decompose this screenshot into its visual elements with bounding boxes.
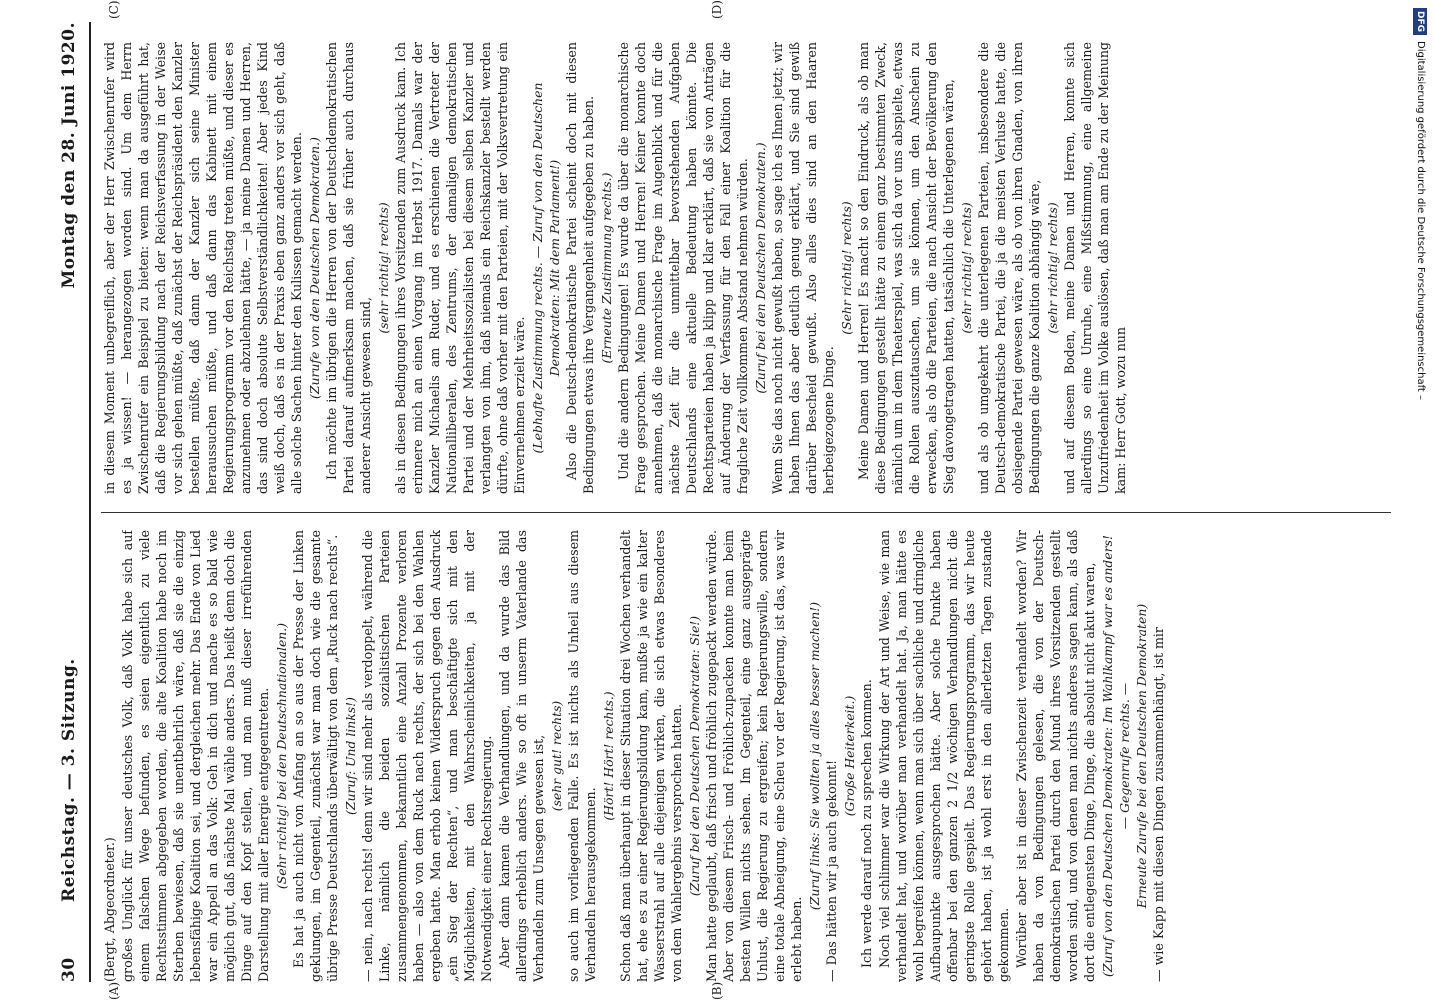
interjection: (Zuruf bei den Deutschen Demokraten: Sie!) <box>687 615 702 897</box>
header-session-title: Reichstag. — 3. Sitzung. <box>59 658 79 902</box>
paragraph: Worüber aber ist in dieser Zwischenzeit verhandelt worden? Wir haben da von Bedingungen gelesen, die von der Deutsch-demokratischen Partei durch den Mund ihres Vorsitzenden gestellt worden sind, und von denen man nichts anderes sagen kann, als daß dort die entlegensten Dinge, Dinge, die absolut nicht akut waren, <box>1014 530 1097 982</box>
interjection: (Sehr richtig! bei den Deutschnationalen.) <box>274 622 289 890</box>
paragraph: Man hatte geglaubt, daß frisch und fröhlich zugepackt werden würde. Aber von diesem Frisch- und Fröhlich-zupacken konnte man beim besten Willen nichts sehen. Im Gegenteil, eine ganz ausgeprägte Unlust, die Regierung zu ergreifen; kein Regierungswille, sondern eine totale Abneigung, eine Scheu vor der Regierung, ist das, was wir erlebt haben. <box>704 530 804 982</box>
interjection: (Zuruf bei den Deutschen Demokraten.) <box>753 142 768 394</box>
paragraph: Ich werde darauf noch zu sprechen kommen. <box>859 679 874 968</box>
paragraph: in diesem Moment unbegreiflich, aber der Herr Zwischenrufer wird es ja wissen! — herangezogen worden sind. Um dem Herrn Zwischenrufer ein Beispiel zu bieten: wenn man da ausgeführt hat, daß die Regierungsbildung nach der Reichsverfassung in der Weise vor sich gehen müßte, daß zunächst der Reichspräsident den Kanzler bestellen müßte, daß dann der Kanzler sich seine Minister heraussuchen müßte, und daß dann das Kabinett mit einem Regierungsprogramm vor den Reichstag treten müßte, und dieser es anzunehmen oder abzulehnen hätte, — ja meine Damen und Herren, das sind doch absolute Selbstverständlichkeiten! Aber jedes Kind weiß doch, daß es in der Praxis eben ganz anders vor sich geht, daß alle solche Sachen hinter den Kulissen gemacht werden. <box>102 42 304 494</box>
right-text-column <box>101 42 1391 494</box>
interjection: (Erneute Zustimmung rechts.) <box>599 172 614 364</box>
paragraph: (Bergt, Abgeordneter.) <box>102 837 117 982</box>
dfg-sidebar-note <box>1412 8 1428 992</box>
header-date: Montag den 28. Juni 1920. <box>59 22 79 289</box>
interjection: (sehr gut! rechts) <box>549 700 564 812</box>
interjection: (sehr richtig! rechts) <box>1045 202 1060 334</box>
page-number: 30 <box>59 957 79 982</box>
paragraph: Noch viel schlimmer war die Wirkung der Art und Weise, wie man verhandelt hat, und worüber man verhandelt hat. Ja, man hätte es wohl begreifen können, wenn man sich über sachliche und dringliche Aufbaupunkte ausgesprochen hätte. Aber solche Punkte haben offenbar bei den ganzen 2 1/2 wöchigen Verhandlungen nicht die geringste Rolle gespielt. Das Regierungsprogramm, das wir heute gehört haben, ist ja wohl erst in den allerletzten Tagen zustande gekommen. <box>877 530 1011 982</box>
paragraph: Es hat ja auch nicht von Anfang an so aus der Presse der Linken geklungen, im Gegenteil, zunächst war man doch wie die gesamte übrige Presse Deutschlands überwältigt von dem „Ruck nach rechts“. <box>291 530 340 982</box>
margin-marker-a: (A) <box>107 981 121 1000</box>
paragraph: Schon daß man überhaupt in dieser Situation drei Wochen verhandelt hat, ehe es zu einer Regierungsbildung kam, mußte ja wie ein kalter Wasserstrahl auf alle diejenigen wirken, die sich etwas Besonderes von dem Wahlergebnis versprochen hatten. <box>618 530 684 982</box>
interjection: (Große Heiterkeit.) <box>842 695 857 817</box>
paragraph: Ich möchte im übrigen die Herren von der Deutschdemokratischen Partei darauf aufmerksam machen, daß sie früher auch durchaus anderer Ansicht gewesen sind, <box>324 42 373 494</box>
interjection: (Zurufe von den Deutschen Demokraten.) <box>307 137 322 399</box>
interjection: (sehr richtig! rechts) <box>959 202 974 334</box>
paragraph: Wenn Sie das noch nicht gewußt haben, so sage ich es Ihnen jetzt; wir haben Ihnen das aber deutlich genug erklärt, und Sie sind gewiß darüber Bescheid gewußt. Also alles dies sind an den Haaren herbeigezogene Dinge. <box>770 42 836 494</box>
interjection: (Zuruf von den Deutschen Demokraten: Im Wahlkampf war es anders! — Gegenrufe rechts. — <box>1100 535 1132 977</box>
document-page <box>55 0 1400 1000</box>
dfg-logo: DFG <box>1413 8 1427 35</box>
interjection: (Lebhafte Zustimmung rechts. — Zuruf von den Deutschen Demokraten: Mit dem Parlament!) <box>530 82 562 454</box>
margin-marker-b: (B) <box>710 981 724 1000</box>
interjection: Erneute Zurufe bei den Deutschen Demokraten) <box>1134 603 1149 909</box>
interjection: (Sehr richtig! rechts) <box>839 201 854 335</box>
page-header <box>55 22 91 982</box>
paragraph: und auf diesem Boden, meine Damen und Herren, konnte sich allerdings so eine Unruhe, eine Mißstimmung, eine allgemeine Unzufriedenheit im Volke auslösen, daß man am Ende zu der Meinung kam: Herr Gott, wozu nun <box>1062 42 1128 494</box>
dfg-credit-text: Digitalisierung gefördert durch die Deutsche Forschungsgemeinschaft – <box>1415 41 1426 401</box>
left-text-column <box>101 530 1391 982</box>
paragraph: — nein, nach rechts! denn wir sind mehr als verdoppelt, während die Linke, nämlich die beiden sozialistischen Parteien zusammengenommen, bekanntlich eine Anzahl Prozente verloren haben — also von dem Ruck nach rechts, der sich bei den Wahlen ergeben hatte. Man erhob keinen Widerspruch gegen den Ausdruck „ein Sieg der Rechten“, und man beschäftigte sich mit den Möglichkeiten, mit den Wahrscheinlichkeiten, ja mit der Notwendigkeit einer Rechtsregierung. <box>360 530 494 982</box>
paragraph: Also die Deutsch-demokratische Partei scheint doch mit diesen Bedingungen etwas ihre Vergangenheit aufgegeben zu haben. <box>564 42 596 494</box>
interjection: (Zuruf: Und links!) <box>343 697 358 815</box>
margin-marker-d: (D) <box>710 0 724 19</box>
paragraph: als in diesen Bedingungen ihres Vorsitzenden zum Ausdruck kam. Ich erinnere mich an einen Vorgang im Herbst 1917. Damals war der Kanzler Michaelis am Ruder, und es erschienen die Vertreter der Nationalliberalen, des Zentrums, der damaligen demokratischen Partei und der Mehrheitssozialisten bei diesem selben Kanzler und verlangten von ihm, daß niemals ein Reichskanzler bestellt werden dürfte, ohne daß vorher mit den Parteien, mit der Volksvertretung ein Einvernehmen erzielt wäre. <box>393 42 527 494</box>
paragraph: und als ob umgekehrt die unterlegenen Parteien, insbesondere die Deutsch-demokratische Partei, die ja die meisten Verluste hatte, die obsiegende Partei gewesen wäre, als ob von ihren Gnaden, von ihren Bedingungen die ganze Koalition abhängig wäre, <box>976 42 1042 494</box>
column-divider <box>101 512 1391 513</box>
paragraph: großes Unglück für unser deutsches Volk, daß Volk habe sich auf einem falschen Wege befunden, es seien eigentlich zu viele Rechtsstimmen abgegeben worden, die alte Koalition habe noch im Sterben bewiesen, daß sie unentbehrlich wäre, daß sie die einzig lebensfähige Koalition sei, und dergleichen mehr. Das Ende von Lied war ein Appell an das Volk: Geh in dich und mache es so bald wie möglich gut, daß nächste Mal wähle anders. Das heißt denn doch die Dinge auf den Kopf stellen, und man muß dieser irreführenden Darstellung mit aller Energie entgegentreten. <box>120 530 271 982</box>
interjection: (Hört! Hört! rechts.) <box>601 691 616 821</box>
paragraph: — wie Kapp mit diesen Dingen zusammenhängt, ist mir <box>1151 627 1166 982</box>
paragraph: Aber dann kamen die Verhandlungen, und da wurde das Bild allerdings erheblich anders. Wie so oft in unserm Vaterlande das Verhandeln zum Unsegen gewesen ist, <box>497 530 546 982</box>
paragraph: Und die andern Bedingungen! Es wurde da über die monarchische Frage gesprochen. Meine Damen und Herren! Keiner konnte doch annehmen, daß die monarchische Frage im Augenblick und für die nächste Zeit für die unmittelbar bevorstehenden Aufgaben Deutschlands eine aktuelle Bedeutung haben könnte. Die Rechtsparteien haben ja klipp und klar erklärt, daß sie von Anträgen auf Änderung der Verfassung für den Fall einer Koalition für die fragliche Zeit vollkommen Abstand nehmen würden. <box>616 42 750 494</box>
interjection: (Zuruf links: Sie wollten ja alles besser machen!) <box>807 601 822 911</box>
paragraph: — Das hätten wir ja auch gekonnt! <box>824 759 839 982</box>
margin-marker-c: (C) <box>107 0 121 19</box>
paragraph: so auch im vorliegenden Falle. Es ist nichts als Unheil aus diesem Verhandeln herausgekommen. <box>566 530 598 982</box>
interjection: (sehr richtig! rechts) <box>376 202 391 334</box>
paragraph: Meine Damen und Herren! Es macht so den Eindruck, als ob man diese Bedingungen gestellt hätte zu einem ganz bestimmten Zweck, nämlich um in dem Theaterspiel, was sich da vor uns abspielte, etwas die Rollen auszutauschen, um sie können, um den Anschein zu erwecken, als ob die Parteien, die nach Ansicht der Bevölkerung den Sieg davongetragen hatten, tatsächlich die Unterlegenen wären, <box>856 42 956 494</box>
